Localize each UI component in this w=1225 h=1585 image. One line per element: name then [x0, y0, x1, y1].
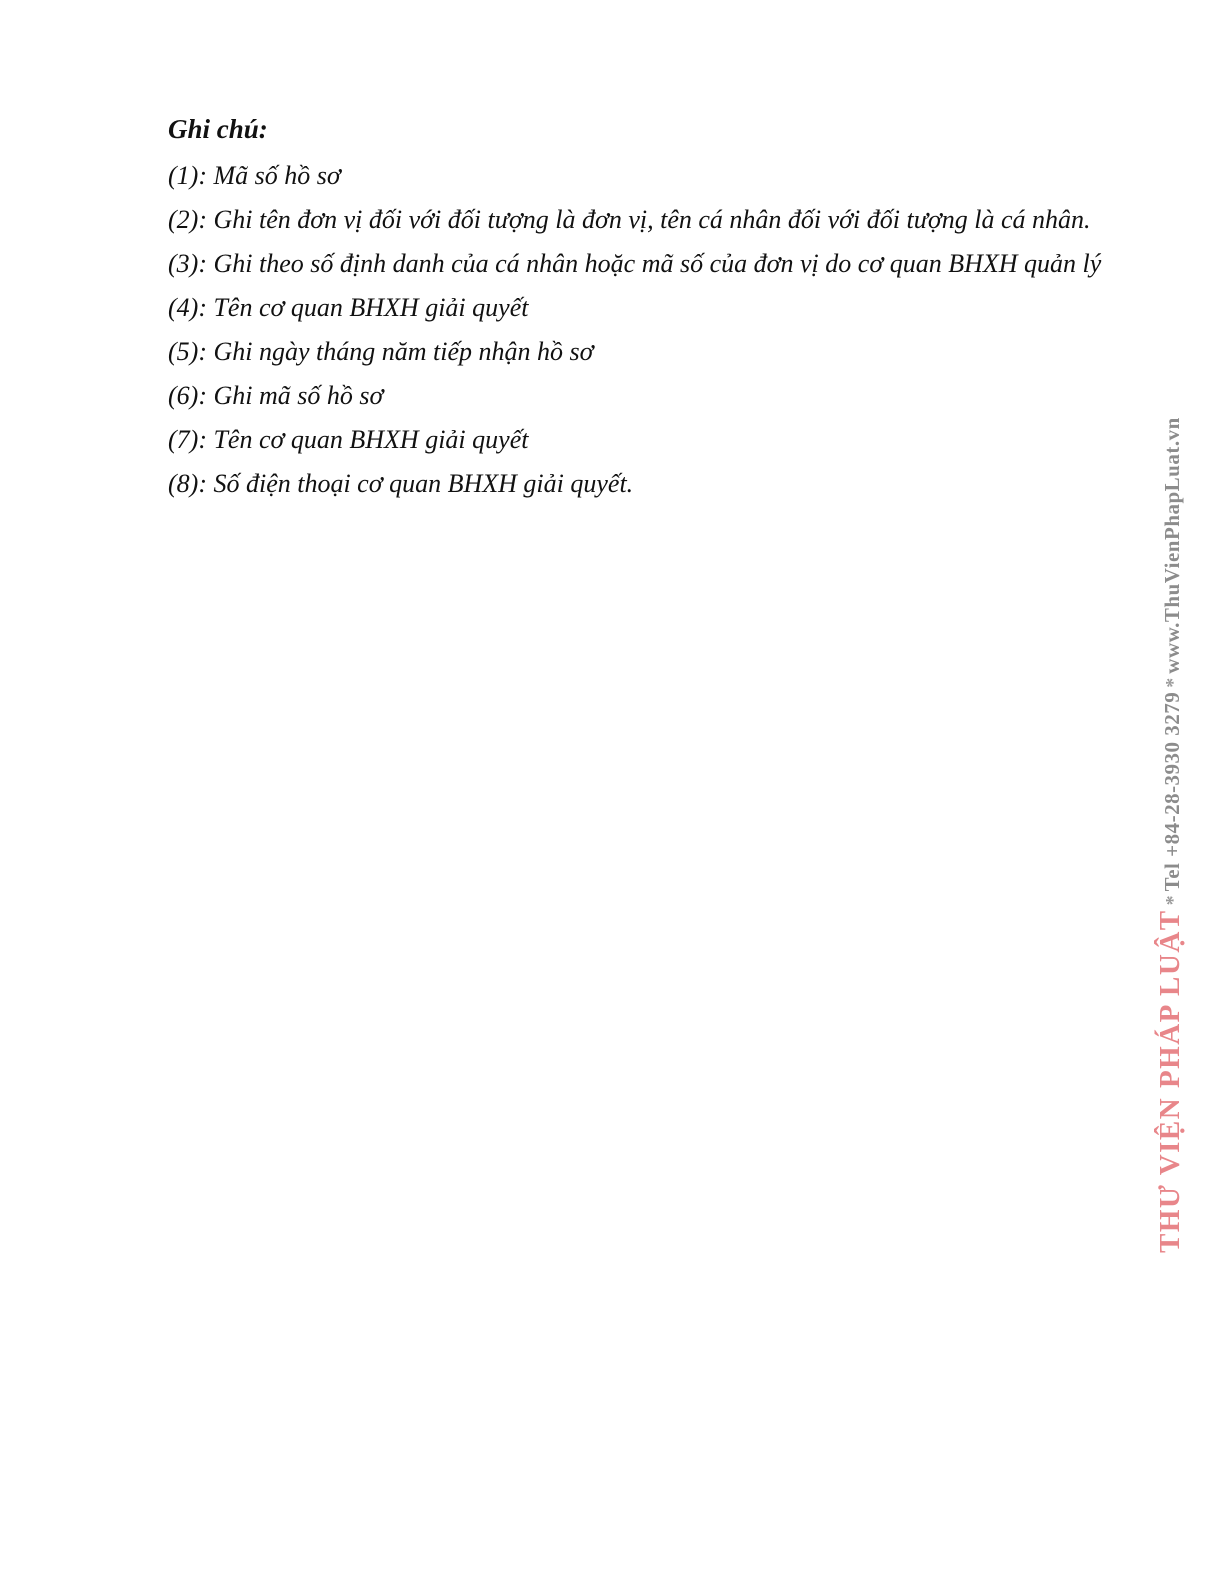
note-item-5: (5): Ghi ngày tháng năm tiếp nhận hồ sơ [168, 337, 594, 366]
note-item-4: (4): Tên cơ quan BHXH giải quyết [168, 293, 529, 322]
note-item-8: (8): Số điện thoại cơ quan BHXH giải quyết. [168, 469, 634, 498]
note-item-2: (2): Ghi tên đơn vị đối với đối tượng là đơn vị, tên cá nhân đối với đối tượng là cá nhân. [168, 205, 1091, 234]
notes-heading: Ghi chú: [168, 114, 268, 144]
note-item-1: (1): Mã số hồ sơ [168, 161, 341, 190]
watermark-site: www.ThuVienPhapLuat.vn [1160, 417, 1184, 674]
watermark-separator-1: * [1162, 895, 1184, 906]
note-item-7: (7): Tên cơ quan BHXH giải quyết [168, 425, 529, 454]
watermark-separator-2: * [1162, 677, 1184, 688]
notes-section [168, 112, 1103, 512]
watermark-brand: THƯ VIỆN PHÁP LUẬT [1154, 909, 1186, 1253]
watermark [1155, 241, 1190, 1253]
note-item-6: (6): Ghi mã số hồ sơ [168, 381, 384, 410]
watermark-contact: Tel +84-28-3930 3279 [1160, 691, 1184, 892]
note-item-3: (3): Ghi theo số định danh của cá nhân hoặc mã số của đơn vị do cơ quan BHXH quản lý [168, 249, 1102, 278]
